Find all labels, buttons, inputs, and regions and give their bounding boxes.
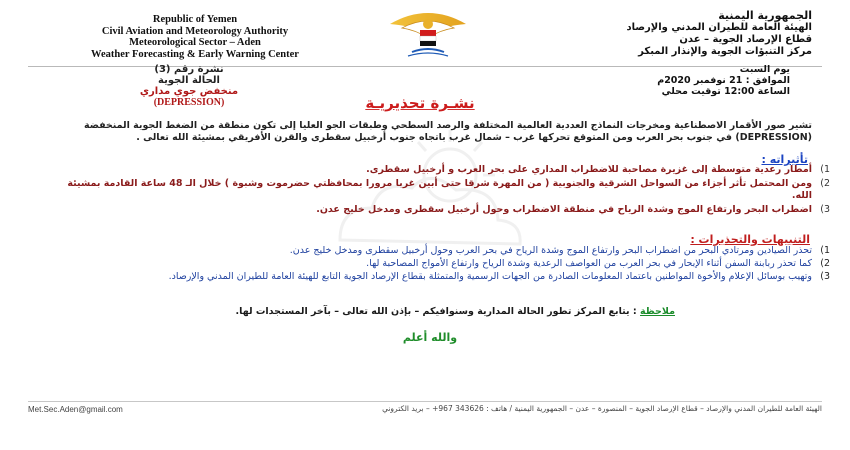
header-ar-line-1: الجمهورية اليمنية bbox=[718, 9, 812, 22]
footer-address: الهيئة العامة للطيران المدني والإرصاد – قطاع الإرصاد الجوية – المنصورة – عدن – الجمهورية اليمنية / هاتف : 343626 967+ – بريد الكتروني bbox=[382, 404, 822, 413]
header-ar-line-4: مركز التنبؤات الجوية والإنذار المبكر bbox=[638, 46, 812, 57]
header-arabic bbox=[492, 10, 812, 58]
condition-label: الحالة الجوية bbox=[158, 75, 220, 86]
effects-item bbox=[60, 178, 830, 202]
header-en-line-3: Meteorological Sector – Aden bbox=[129, 37, 261, 48]
warnings-item bbox=[60, 271, 830, 283]
bulletin-title: نشـرة تحذيريـة bbox=[365, 94, 475, 112]
note-paragraph bbox=[170, 306, 675, 318]
warnings-item bbox=[60, 245, 830, 257]
note-label: ملاحظة bbox=[640, 306, 675, 317]
header-english bbox=[40, 14, 350, 60]
warnings-item bbox=[60, 258, 830, 270]
effects-list bbox=[60, 164, 830, 218]
header-ar-line-2: الهيئة العامة للطيران المدني والإرصاد bbox=[626, 22, 812, 33]
header-ar-line-3: قطاع الإرصاد الجوية – عدن bbox=[679, 34, 812, 45]
bulletin-day: يوم السبت bbox=[739, 64, 790, 75]
bulletin-time: الساعة 12:00 توقيت محلي bbox=[661, 86, 790, 97]
effects-item-text: ومن المحتمل تأثر أجزاء من السواحل الشرقية والجنوبية ( من المهرة شرقا حتى أبين غربا مرورا بمحافظتي حضرموت وشبوة ) خلال الـ 48 ساعة القادمة بمشيئة الله. bbox=[67, 178, 812, 201]
warnings-item-text: وتهيب بوسائل الإعلام والأخوة المواطنين باعتماد المعلومات الصادرة من الجهات الرسمية والمتمثلة بقطاع الإرصاد الجوية التابع للهيئة العامة للطيران المدني والإرصاد. bbox=[168, 271, 812, 282]
footer-divider bbox=[28, 401, 822, 402]
warnings-item-text: كما تحذر ربابنة السفن أثناء الإبحار في بحر العرب من العواصف الرعدية وشدة الرياح وارتفاع الأمواج المصاحبة لها. bbox=[366, 258, 812, 269]
effects-item-number: 1) bbox=[820, 164, 830, 175]
warnings-item-number: 3) bbox=[820, 271, 830, 282]
warnings-heading: التنبيهات والتحذيرات : bbox=[690, 233, 810, 246]
header-en-line-4: Weather Forecasting & Early Warning Center bbox=[91, 48, 299, 60]
warnings-item-text: تحذر الصيادين ومرتادي البحر من اضطراب البحر وارتفاع الموج وشدة الرياح في بحر العرب وحول أرخبيل سقطرى ومدخل خليج عدن. bbox=[289, 245, 812, 256]
condition-english: (DEPRESSION) bbox=[153, 97, 225, 108]
effects-item bbox=[60, 204, 830, 216]
bulletin-date: الموافق : 21 نوفمبر 2020م bbox=[657, 75, 790, 86]
effects-item-number: 3) bbox=[820, 204, 830, 215]
condition-arabic: منخفض جوي مداري bbox=[139, 86, 239, 97]
note-text: : يتابع المركز تطور الحالة المدارية وسنوافيكم – بإذن الله تعالى – بآخر المستجدات لها. bbox=[235, 306, 637, 317]
closing-phrase: والله أعلم bbox=[402, 331, 458, 344]
header-en-line-2: Civil Aviation and Meteorology Authority bbox=[101, 25, 289, 37]
warnings-list bbox=[60, 245, 830, 284]
effects-item-number: 2) bbox=[820, 178, 830, 189]
intro-paragraph: تشير صور الأقمار الاصطناعية ومخرجات النماذج العددية العالمية المختلفة والرصد السطحي وطبقات الجو العليا إلى تكون منطقة من الضغط الجوية المنخفضة (DEPRESSION) في جنوب بحر العرب ومن المتوقع تحركها غرب – شمال غرب باتجاه جنوب أرخبيل سقطرى والقرن الأفريقي بمشيئة الله تعالى . bbox=[83, 120, 812, 143]
effects-item bbox=[60, 164, 830, 176]
authority-logo-icon bbox=[382, 6, 474, 62]
warnings-item-number: 1) bbox=[820, 245, 830, 256]
bulletin-meta-left bbox=[104, 64, 274, 108]
effects-item-text: أمطار رعدية متوسطة إلى غزيرة مصاحبة للاضطراب المداري على بحر العرب و أرخبيل سقطرى. bbox=[366, 164, 812, 175]
header-en-line-1: Republic of Yemen bbox=[152, 14, 238, 25]
footer-email[interactable]: Met.Sec.Aden@gmail.com bbox=[28, 405, 123, 414]
effects-heading: تأثيراته : bbox=[761, 153, 808, 166]
warnings-item-number: 2) bbox=[820, 258, 830, 269]
bulletin-number: نشرة رقم (3) bbox=[154, 64, 224, 75]
bulletin-meta-right bbox=[570, 64, 790, 97]
effects-item-text: اضطراب البحر وارتفاع الموج وشدة الرياح في منطقة الاضطراب وحول أرخبيل سقطرى ومدخل خليج عدن. bbox=[316, 204, 812, 215]
